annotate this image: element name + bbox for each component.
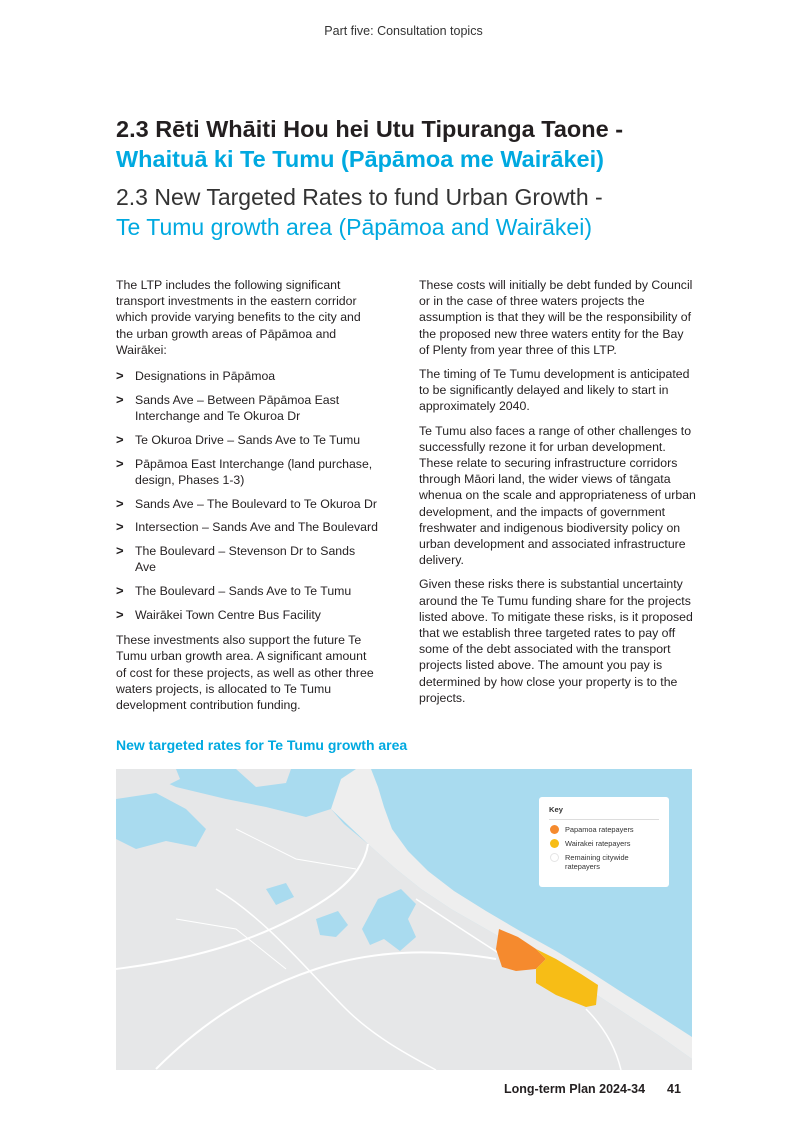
heading-english-line2: Te Tumu growth area (Pāpāmoa and Wairākei)	[116, 214, 592, 240]
footer-document-title: Long-term Plan 2024-34	[504, 1082, 646, 1096]
map-key-item: Wairakei ratepayers	[549, 839, 659, 848]
page-number: 41	[667, 1082, 681, 1096]
map-title: New targeted rates for Te Tumu growth area	[116, 737, 408, 753]
chevron-right-icon: >	[116, 431, 124, 447]
list-item: > Designations in Pāpāmoa	[116, 368, 276, 384]
list-item: > Sands Ave – Between Pāpāmoa East Interchange and Te Okuroa Dr	[116, 391, 340, 424]
intro-paragraph: The LTP includes the following significant transport investments in the eastern corridor which provide varying benefits to the city and the urban growth areas of Pāpāmoa and Wairākei:	[116, 278, 361, 357]
paragraph: Te Tumu also faces a range of other challenges to successfully rezone it for urban development. These relate to securing infrastructure corridors through Māori land, the wider views of tāngata whenua on the scale and appropriateness of urban development, and the impacts of government freshwater and indigenous biodiversity policy on urban development and associated infrastructure delivery.	[419, 423, 696, 568]
left-column	[116, 277, 378, 721]
map-key-item: Remaining citywide ratepayers	[549, 853, 659, 871]
chevron-right-icon: >	[116, 391, 124, 407]
map	[116, 769, 692, 1070]
chevron-right-icon: >	[116, 607, 124, 622]
chevron-right-icon: >	[116, 543, 124, 559]
list-item: > Sands Ave – The Boulevard to Te Okuroa Dr	[116, 495, 377, 511]
section-heading	[116, 114, 716, 242]
chevron-right-icon: >	[116, 368, 124, 384]
white-dot-icon	[550, 853, 559, 862]
list-item: > Pāpāmoa East Interchange (land purchase, design, Phases 1-3)	[116, 455, 373, 487]
right-column	[419, 277, 697, 714]
list-item: > Intersection – Sands Ave and The Boulevard	[116, 519, 378, 535]
heading-maori-line2: Whaituā ki Te Tumu (Pāpāmoa me Wairākei)	[116, 146, 604, 172]
closing-paragraph: These investments also support the future Te Tumu urban growth area. A significant amount of cost for these projects, as well as other three waters projects, is allocated to Te Tumu development contribution funding.	[116, 633, 374, 713]
paragraph: These costs will initially be debt funded by Council or in the case of three waters projects the assumption is that they will be the responsibility of the proposed new three waters entity for the Bay of Plenty from year three of this LTP.	[419, 278, 693, 357]
chevron-right-icon: >	[116, 519, 124, 535]
map-key-item: Papamoa ratepayers	[549, 825, 659, 834]
map-key-title: Key	[549, 805, 659, 820]
island-centre	[236, 769, 291, 787]
chevron-right-icon: >	[116, 455, 124, 471]
chevron-right-icon: >	[116, 495, 124, 511]
list-item: > Wairākei Town Centre Bus Facility	[116, 607, 321, 622]
list-item: > The Boulevard – Sands Ave to Te Tumu	[116, 583, 352, 599]
page-footer	[504, 1082, 681, 1096]
running-header: Part five: Consultation topics	[324, 24, 483, 38]
heading-english-line1: 2.3 New Targeted Rates to fund Urban Growth -	[116, 184, 603, 210]
paragraph: The timing of Te Tumu development is anticipated to be significantly delayed and likely to start in approximately 2040.	[419, 367, 690, 414]
heading-maori-line1: 2.3 Rēti Whāiti Hou hei Utu Tipuranga Taone -	[116, 116, 624, 142]
yellow-dot-icon	[550, 839, 559, 848]
map-key	[539, 797, 669, 887]
chevron-right-icon: >	[116, 583, 124, 599]
list-item: > The Boulevard – Stevenson Dr to Sands Ave	[116, 543, 356, 575]
orange-dot-icon	[550, 825, 559, 834]
paragraph: Given these risks there is substantial uncertainty around the Te Tumu funding share for the projects listed above. To mitigate these risks, is it proposed that we establish three targeted rates to pay off some of the debt associated with the transport projects listed above. The amount you pay is determined by how close your property is to the projects.	[419, 577, 693, 705]
investment-list	[116, 368, 378, 623]
list-item: > Te Okuroa Drive – Sands Ave to Te Tumu	[116, 431, 361, 447]
